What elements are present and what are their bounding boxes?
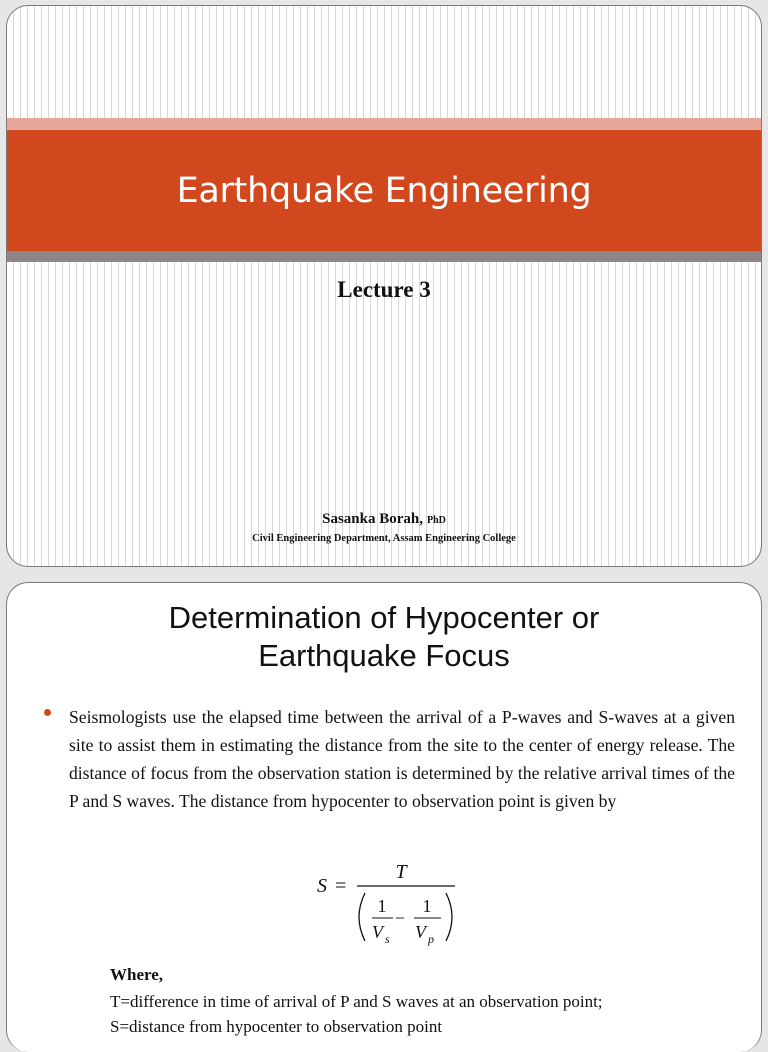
formula-lhs: S <box>317 875 327 897</box>
slide-title-line-1: Determination of Hypocenter or <box>168 600 600 635</box>
formula-vp-base: V <box>415 922 426 942</box>
title-band <box>7 130 761 251</box>
distance-formula <box>309 861 459 961</box>
formula-one-left: 1 <box>377 896 387 916</box>
formula-numerator: T <box>395 861 407 883</box>
definition-s: S=distance from hypocenter to observation point <box>110 1017 443 1036</box>
formula-vs-sub: s <box>385 932 390 946</box>
formula-vs-base: V <box>372 922 383 942</box>
slide-title-line-2: Earthquake Focus <box>258 638 510 673</box>
lecture-number: Lecture 3 <box>337 277 431 302</box>
formula-right-paren <box>446 893 452 941</box>
title-band-top-stripe <box>7 118 761 130</box>
author-name: Sasanka Borah, <box>322 511 423 527</box>
author-line <box>7 510 761 528</box>
slide-title <box>7 599 761 675</box>
formula-vp-sub: p <box>428 932 434 946</box>
formula-left-paren <box>359 893 365 941</box>
body-paragraph: Seismologists use the elapsed time between the arrival of a P-waves and S-waves at a given site to assist them in estimating the distance from the site to the center of energy release. The distance of focus from the observation station is determined by the relative arrival times of the P and S waves. The distance from hypocenter to observation point is given by <box>69 707 735 811</box>
author-degree: PhD <box>426 515 446 526</box>
title-band-bottom-stripe <box>7 251 761 262</box>
formula-minus: − <box>394 908 406 928</box>
author-affiliation: Civil Engineering Department, Assam Engineering College <box>252 533 516 544</box>
where-label: Where, <box>110 965 164 984</box>
title-slide <box>6 5 762 567</box>
definition-t: T=difference in time of arrival of P and S waves at an observation point; <box>110 992 603 1011</box>
formula-one-right: 1 <box>422 896 432 916</box>
presentation-title: Earthquake Engineering <box>176 170 592 211</box>
bullet-icon <box>44 709 51 716</box>
content-slide <box>6 582 762 1052</box>
formula-equals: = <box>335 875 347 897</box>
